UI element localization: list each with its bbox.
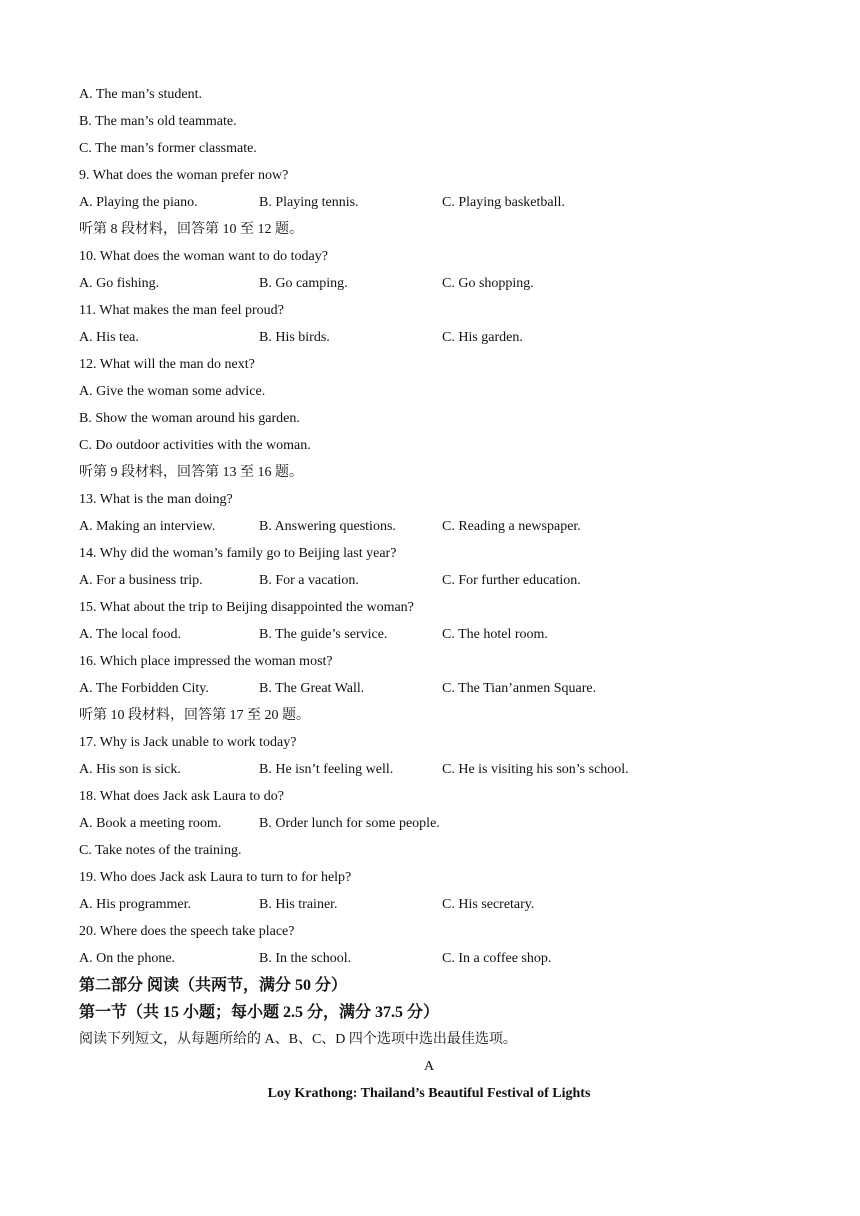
- q10-option-a: A. Go fishing.: [79, 276, 160, 291]
- material-9-instruction: 听第 9 段材料，回答第 13 至 16 题。: [79, 465, 303, 480]
- q18-option-a: A. Book a meeting room.: [79, 816, 222, 831]
- passage-title: Loy Krathong: Thailand’s Beautiful Festival of Lights: [267, 1086, 591, 1101]
- q17-option-c: C. He is visiting his son’s school.: [442, 762, 629, 777]
- q13-options: [79, 516, 779, 543]
- q19-options: [79, 894, 779, 921]
- q14-option-a: A. For a business trip.: [79, 573, 203, 588]
- section-1-heading: 第一节（共 15 小题；每小题 2.5 分，满分 37.5 分）: [79, 1004, 440, 1021]
- q17-question: 17. Why is Jack unable to work today?: [79, 735, 297, 750]
- q12-option-a: A. Give the woman some advice.: [79, 384, 266, 399]
- passage-label: A: [423, 1059, 435, 1074]
- q10-options: [79, 273, 779, 300]
- q16-options: [79, 678, 779, 705]
- q15-question: 15. What about the trip to Beijing disappointed the woman?: [79, 600, 414, 615]
- q18-option-c: C. Take notes of the training.: [79, 843, 242, 858]
- q15-option-a: A. The local food.: [79, 627, 181, 642]
- material-10-instruction: 听第 10 段材料，回答第 17 至 20 题。: [79, 708, 310, 723]
- q11-option-c: C. His garden.: [442, 330, 523, 345]
- q17-options: [79, 759, 779, 786]
- exam-page: [79, 84, 779, 1110]
- q19-option-c: C. His secretary.: [442, 897, 535, 912]
- q17-option-b: B. He isn’t feeling well.: [259, 762, 394, 777]
- reading-instruction: 阅读下列短文，从每题所给的 A、B、C、D 四个选项中选出最佳选项。: [79, 1032, 517, 1047]
- q18-option-b: B. Order lunch for some people.: [259, 816, 440, 831]
- q12-option-c: C. Do outdoor activities with the woman.: [79, 438, 311, 453]
- q9-option-c: C. Playing basketball.: [442, 195, 565, 210]
- q13-option-b: B. Answering questions.: [259, 519, 396, 534]
- q14-question: 14. Why did the woman’s family go to Beijing last year?: [79, 546, 397, 561]
- q20-question: 20. Where does the speech take place?: [79, 924, 295, 939]
- q10-question: 10. What does the woman want to do today?: [79, 249, 328, 264]
- q12-option-b: B. Show the woman around his garden.: [79, 411, 300, 426]
- q19-option-a: A. His programmer.: [79, 897, 191, 912]
- q16-option-b: B. The Great Wall.: [259, 681, 365, 696]
- q15-options: [79, 624, 779, 651]
- q8-option-a: A. The man’s student.: [79, 87, 203, 102]
- q20-option-b: B. In the school.: [259, 951, 352, 966]
- q9-options: [79, 192, 779, 219]
- q10-option-c: C. Go shopping.: [442, 276, 534, 291]
- q15-option-b: B. The guide’s service.: [259, 627, 388, 642]
- q12-question: 12. What will the man do next?: [79, 357, 255, 372]
- q14-options: [79, 570, 779, 597]
- q18-options: [79, 813, 779, 840]
- q16-option-a: A. The Forbidden City.: [79, 681, 209, 696]
- q20-option-c: C. In a coffee shop.: [442, 951, 552, 966]
- q19-question: 19. Who does Jack ask Laura to turn to for help?: [79, 870, 352, 885]
- q11-options: [79, 327, 779, 354]
- q13-option-a: A. Making an interview.: [79, 519, 216, 534]
- q20-options: [79, 948, 779, 975]
- q18-question: 18. What does Jack ask Laura to do?: [79, 789, 285, 804]
- q13-question: 13. What is the man doing?: [79, 492, 233, 507]
- q8-option-b: B. The man’s old teammate.: [79, 114, 237, 129]
- q11-option-b: B. His birds.: [259, 330, 330, 345]
- q8-option-c: C. The man’s former classmate.: [79, 141, 257, 156]
- q13-option-c: C. Reading a newspaper.: [442, 519, 581, 534]
- q16-question: 16. Which place impressed the woman most?: [79, 654, 333, 669]
- q17-option-a: A. His son is sick.: [79, 762, 181, 777]
- q9-option-a: A. Playing the piano.: [79, 195, 198, 210]
- q10-option-b: B. Go camping.: [259, 276, 348, 291]
- q14-option-c: C. For further education.: [442, 573, 581, 588]
- q11-option-a: A. His tea.: [79, 330, 139, 345]
- q19-option-b: B. His trainer.: [259, 897, 338, 912]
- q9-option-b: B. Playing tennis.: [259, 195, 359, 210]
- q14-option-b: B. For a vacation.: [259, 573, 359, 588]
- q16-option-c: C. The Tian’anmen Square.: [442, 681, 597, 696]
- q9-question: 9. What does the woman prefer now?: [79, 168, 289, 183]
- q11-question: 11. What makes the man feel proud?: [79, 303, 284, 318]
- material-8-instruction: 听第 8 段材料，回答第 10 至 12 题。: [79, 222, 303, 237]
- q15-option-c: C. The hotel room.: [442, 627, 548, 642]
- q20-option-a: A. On the phone.: [79, 951, 176, 966]
- part-2-heading: 第二部分 阅读（共两节，满分 50 分）: [79, 977, 348, 994]
